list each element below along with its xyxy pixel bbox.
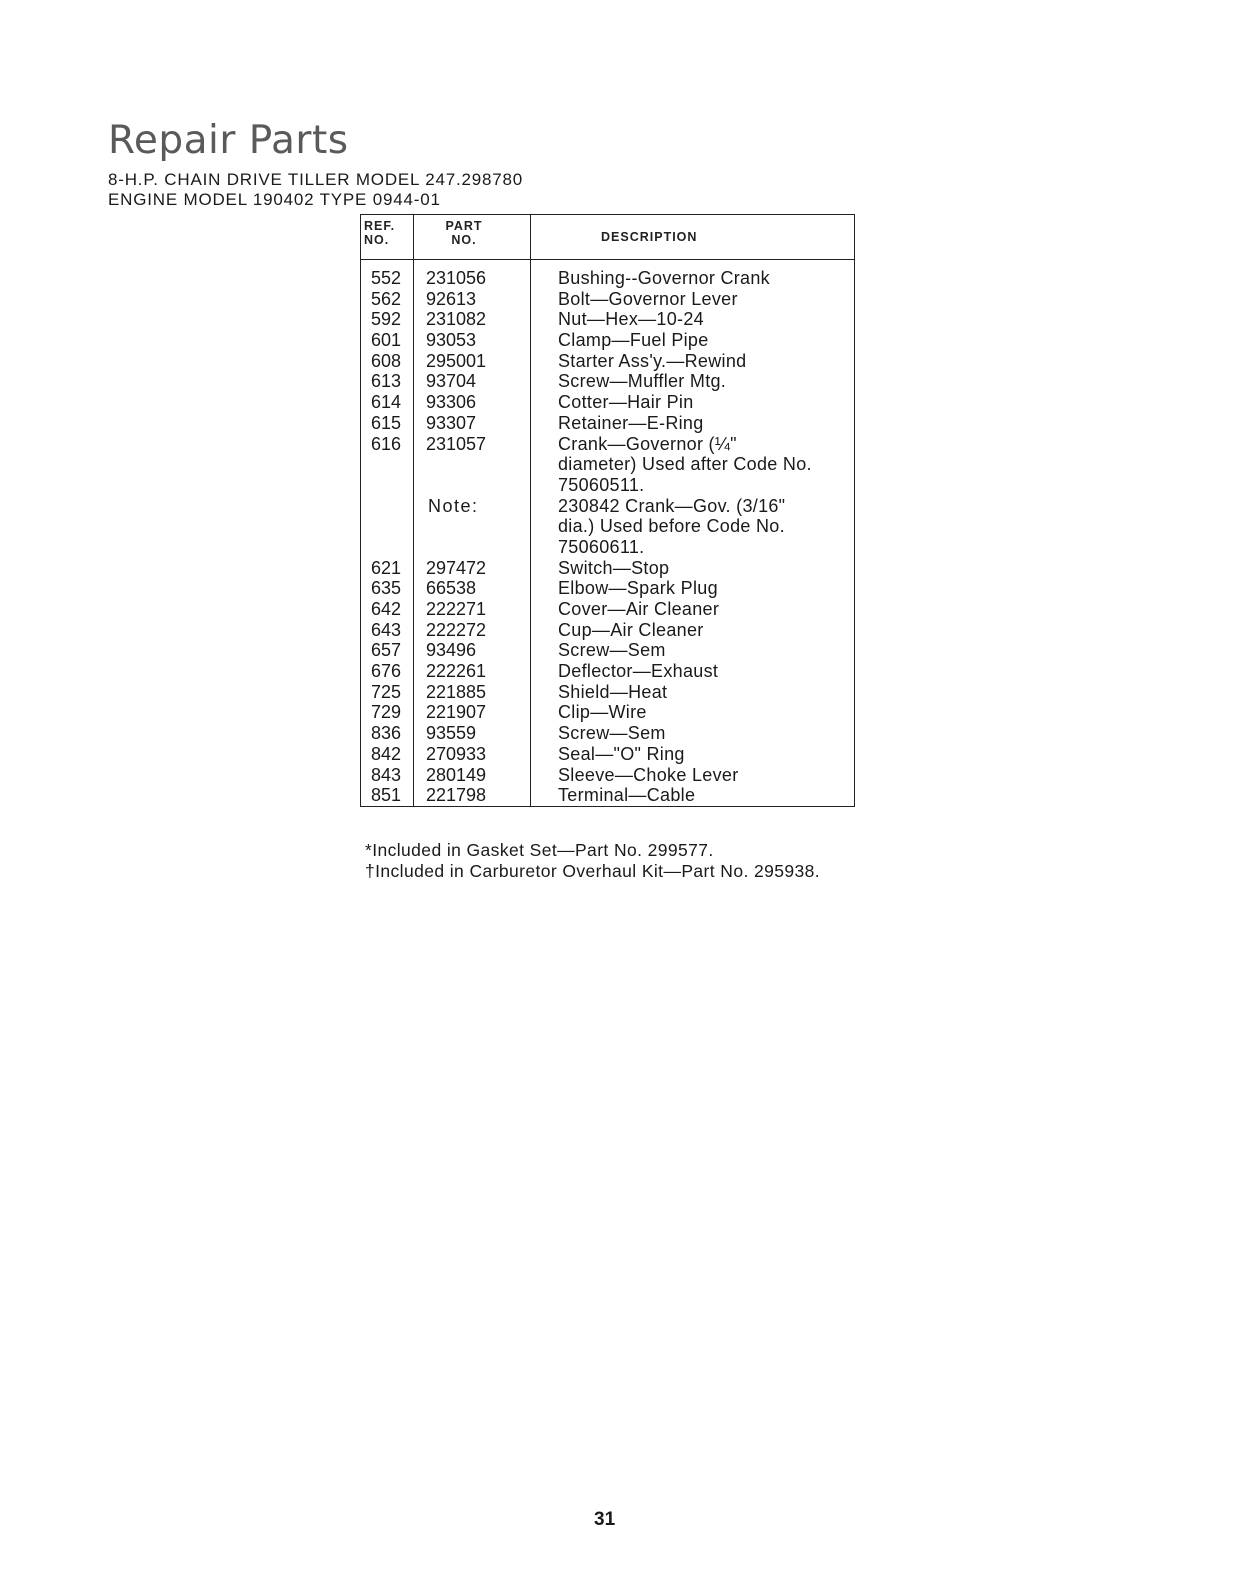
part-description: Clamp—Fuel Pipe — [558, 330, 709, 351]
part-description: Cotter—Hair Pin — [558, 392, 694, 413]
engine-model-line: ENGINE MODEL 190402 TYPE 0944-01 — [108, 190, 441, 209]
table-row — [361, 785, 854, 806]
parts-table — [360, 214, 855, 807]
part-description: Deflector—Exhaust — [558, 661, 719, 682]
ref-header-line1: REF. — [364, 219, 396, 233]
part-number: 280149 — [426, 764, 487, 785]
part-number: 66538 — [426, 578, 477, 599]
part-description: diameter) Used after Code No. — [558, 454, 812, 475]
part-number: 93704 — [426, 371, 477, 392]
ref-number: 725 — [371, 681, 402, 702]
page-number: 31 — [594, 1509, 616, 1530]
note-label: Note: — [428, 495, 479, 516]
ref-number: 616 — [371, 433, 402, 454]
table-row — [361, 702, 854, 723]
table-row — [361, 516, 854, 537]
table-row — [361, 268, 854, 289]
table-row — [361, 558, 854, 579]
carburetor-footnote: †Included in Carburetor Overhaul Kit—Part No. 295938. — [365, 861, 821, 881]
part-description: Screw—Sem — [558, 723, 666, 744]
part-number: 93496 — [426, 640, 477, 661]
part-number: 295001 — [426, 350, 487, 371]
part-description: Crank—Governor (¼" — [558, 433, 737, 454]
table-row — [361, 682, 854, 703]
ref-number: 729 — [371, 702, 402, 723]
table-row — [361, 496, 854, 517]
table-row — [361, 620, 854, 641]
table-row — [361, 413, 854, 434]
table-row — [361, 640, 854, 661]
ref-number: 635 — [371, 578, 402, 599]
part-header-line1: PART — [445, 219, 483, 233]
table-row — [361, 744, 854, 765]
table-row — [361, 289, 854, 310]
table-row — [361, 434, 854, 455]
tiller-model-line: 8-H.P. CHAIN DRIVE TILLER MODEL 247.298780 — [108, 170, 524, 189]
table-row — [361, 599, 854, 620]
ref-number: 676 — [371, 661, 402, 682]
table-row — [361, 578, 854, 599]
part-number: 297472 — [426, 557, 487, 578]
table-row — [361, 309, 854, 330]
part-description: Clip—Wire — [558, 702, 647, 723]
ref-number: 842 — [371, 743, 402, 764]
ref-number: 836 — [371, 723, 402, 744]
table-row — [361, 765, 854, 786]
ref-number: 592 — [371, 309, 402, 330]
ref-number: 608 — [371, 350, 402, 371]
part-number: 222272 — [426, 619, 487, 640]
part-number: 93053 — [426, 330, 477, 351]
ref-number: 851 — [371, 785, 402, 806]
part-description: Cover—Air Cleaner — [558, 599, 720, 619]
table-row — [361, 454, 854, 475]
page-title: Repair Parts — [108, 118, 349, 163]
part-number: 222261 — [426, 661, 487, 682]
ref-number: 562 — [371, 288, 402, 309]
part-description: Bolt—Governor Lever — [558, 288, 738, 309]
header-divider — [361, 259, 854, 260]
description-header: DESCRIPTION — [601, 230, 698, 244]
ref-number: 552 — [371, 268, 402, 288]
part-number: 93306 — [426, 392, 477, 413]
part-header-line2: NO. — [451, 233, 477, 247]
part-description: Nut—Hex—10-24 — [558, 309, 704, 330]
part-number: 221885 — [426, 681, 487, 702]
part-no-header — [424, 219, 504, 247]
part-number: 92613 — [426, 288, 477, 309]
ref-number: 642 — [371, 599, 402, 619]
part-description: Terminal—Cable — [558, 785, 696, 806]
table-row — [361, 351, 854, 372]
part-description: Seal—"O" Ring — [558, 743, 685, 764]
part-description: Screw—Sem — [558, 640, 666, 661]
part-description: Elbow—Spark Plug — [558, 578, 718, 599]
table-body — [361, 268, 854, 806]
part-description: Bushing--Governor Crank — [558, 268, 770, 288]
part-number: 270933 — [426, 743, 487, 764]
part-description: Switch—Stop — [558, 557, 670, 578]
ref-no-header — [364, 219, 395, 247]
ref-header-line2: NO. — [364, 233, 390, 247]
part-number: 231082 — [426, 309, 487, 330]
ref-number: 643 — [371, 619, 402, 640]
ref-number: 621 — [371, 557, 402, 578]
part-number: 93307 — [426, 412, 477, 433]
part-number: 222271 — [426, 599, 487, 619]
part-number: 93559 — [426, 723, 477, 744]
table-row — [361, 723, 854, 744]
table-row — [361, 537, 854, 558]
gasket-footnote: *Included in Gasket Set—Part No. 299577. — [365, 840, 714, 860]
part-number: 231057 — [426, 433, 487, 454]
part-description: 230842 Crank—Gov. (3/16" — [558, 495, 786, 516]
part-description: 75060611. — [558, 536, 645, 557]
table-row — [361, 392, 854, 413]
part-description: Retainer—E-Ring — [558, 412, 704, 433]
table-row — [361, 475, 854, 496]
ref-number: 657 — [371, 640, 402, 661]
part-description: Shield—Heat — [558, 681, 668, 702]
part-description: Cup—Air Cleaner — [558, 619, 704, 640]
part-description: Sleeve—Choke Lever — [558, 764, 739, 785]
ref-number: 614 — [371, 392, 402, 413]
ref-number: 843 — [371, 764, 402, 785]
part-description: dia.) Used before Code No. — [558, 516, 785, 537]
part-description: Starter Ass'y.—Rewind — [558, 350, 747, 371]
ref-number: 613 — [371, 371, 402, 392]
ref-number: 601 — [371, 330, 402, 351]
table-row — [361, 330, 854, 351]
table-row — [361, 371, 854, 392]
part-number: 221907 — [426, 702, 487, 723]
part-description: 75060511. — [558, 474, 645, 495]
part-number: 231056 — [426, 268, 487, 288]
part-description: Screw—Muffler Mtg. — [558, 371, 727, 392]
part-number: 221798 — [426, 785, 487, 806]
ref-number: 615 — [371, 412, 402, 433]
table-row — [361, 661, 854, 682]
